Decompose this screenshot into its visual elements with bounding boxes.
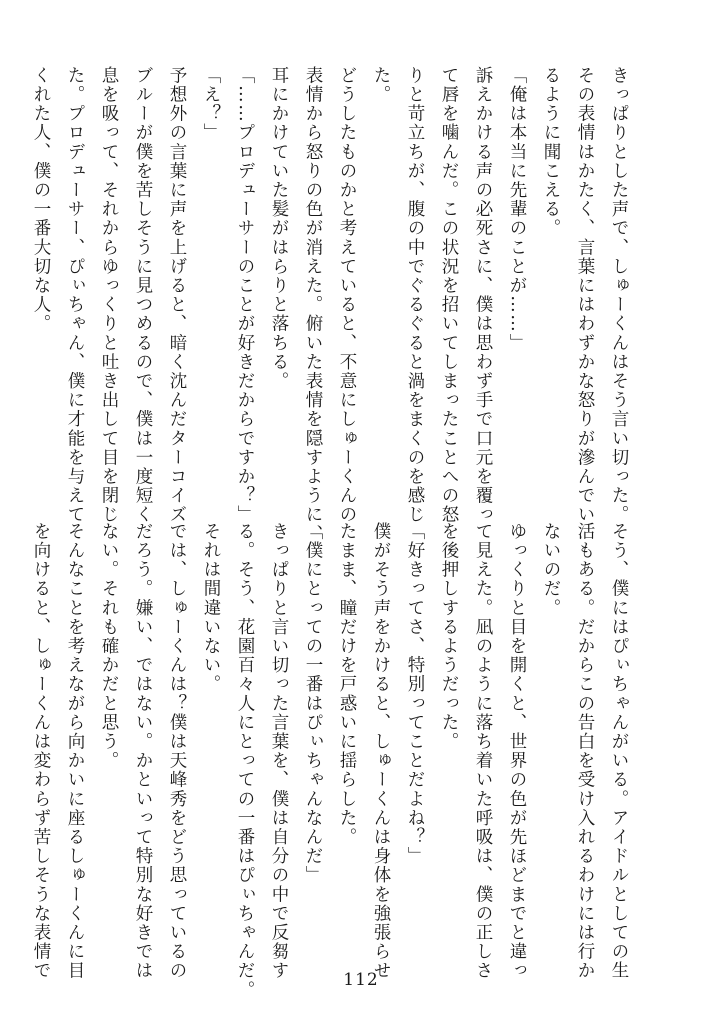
text-column: りと苛立ちが、腹の中でぐるぐると渦をまくのを感じ — [405, 66, 425, 525]
text-column: 僕がそう声をかけると、しゅーくんは身体を強張らせ — [371, 522, 391, 981]
text-column: た。 — [371, 66, 391, 105]
text-column: ない。それも確かだと思う。 — [99, 522, 119, 771]
text-column: 「……プロデューサーのことが好きだからですか？」 — [235, 66, 255, 525]
text-column: 「僕にとっての一番はぴぃちゃんなんだ」 — [303, 522, 323, 885]
text-column: 耳にかけていた髪がはらりと落ちる。 — [269, 66, 289, 391]
text-column: では、しゅーくんは？僕は天峰秀をどう思っているの — [167, 522, 187, 981]
text-column: たまま、瞳だけを戸惑いに揺らした。 — [337, 522, 357, 847]
text-column: ゆっくりと目を開くと、世界の色が先ほどまでと違っ — [507, 522, 527, 981]
text-column: そう、僕にはぴぃちゃんがいる。アイドルとしての生 — [609, 522, 629, 981]
text-column: そんなことを考えながら向かいに座るしゅーくんに目 — [65, 522, 85, 981]
text-column: 「好きってさ、特別ってことだよね？」 — [405, 522, 425, 866]
text-column: るように聞こえる。 — [541, 66, 561, 238]
text-column: る。そう、花園百々人にとっての一番はぴぃちゃんだ。 — [235, 522, 255, 1000]
text-column: て見えた。凪のように落ち着いた呼吸は、僕の正しさ — [473, 522, 493, 981]
text-column: ないのだ。 — [541, 522, 561, 618]
page-number: 112 — [343, 970, 379, 990]
text-column: を向けると、しゅーくんは変わらず苦しそうな表情で — [31, 522, 51, 981]
text-column: ブルーが僕を苦しそうに見つめるので、僕は一度短く — [133, 66, 153, 525]
text-column: 「え？」 — [201, 66, 221, 143]
text-column: 「俺は本当に先輩のことが……」 — [507, 66, 527, 353]
text-column: 表情から怒りの色が消えた。俯いた表情を隠すように、 — [303, 66, 323, 544]
text-column: て唇を噛んだ。この状況を招いてしまったことへの怒 — [439, 66, 459, 525]
text-column: どうしたものかと考えていると、不意にしゅーくんの — [337, 66, 357, 525]
text-column: きっぱりと言い切った言葉を、僕は自分の中で反芻す — [269, 522, 289, 981]
upper-text-block — [24, 66, 636, 544]
text-column: た。プロデューサー、ぴぃちゃん、僕に才能を与えて — [65, 66, 85, 525]
text-column: 予想外の言葉に声を上げると、暗く沈んだターコイズ — [167, 66, 187, 525]
text-column: きっぱりとした声で、しゅーくんはそう言い切った。 — [609, 66, 629, 525]
text-column: くれた人、僕の一番大切な人。 — [31, 66, 51, 334]
text-column: 活もある。だからこの告白を受け入れるわけには行か — [575, 522, 595, 981]
text-column: それは間違いない。 — [201, 522, 221, 694]
text-column: 訴えかける声の必死さに、僕は思わず手で口元を覆っ — [473, 66, 493, 525]
text-column: だろう。嫌い、ではない。かといって特別な好きでは — [133, 522, 153, 981]
text-column: その表情はかたく、言葉にはわずかな怒りが滲んでい — [575, 66, 595, 525]
text-column: を後押しするようだった。 — [439, 522, 459, 752]
text-column: 息を吸って、それからゆっくりと吐き出して目を閉じ — [99, 66, 119, 525]
